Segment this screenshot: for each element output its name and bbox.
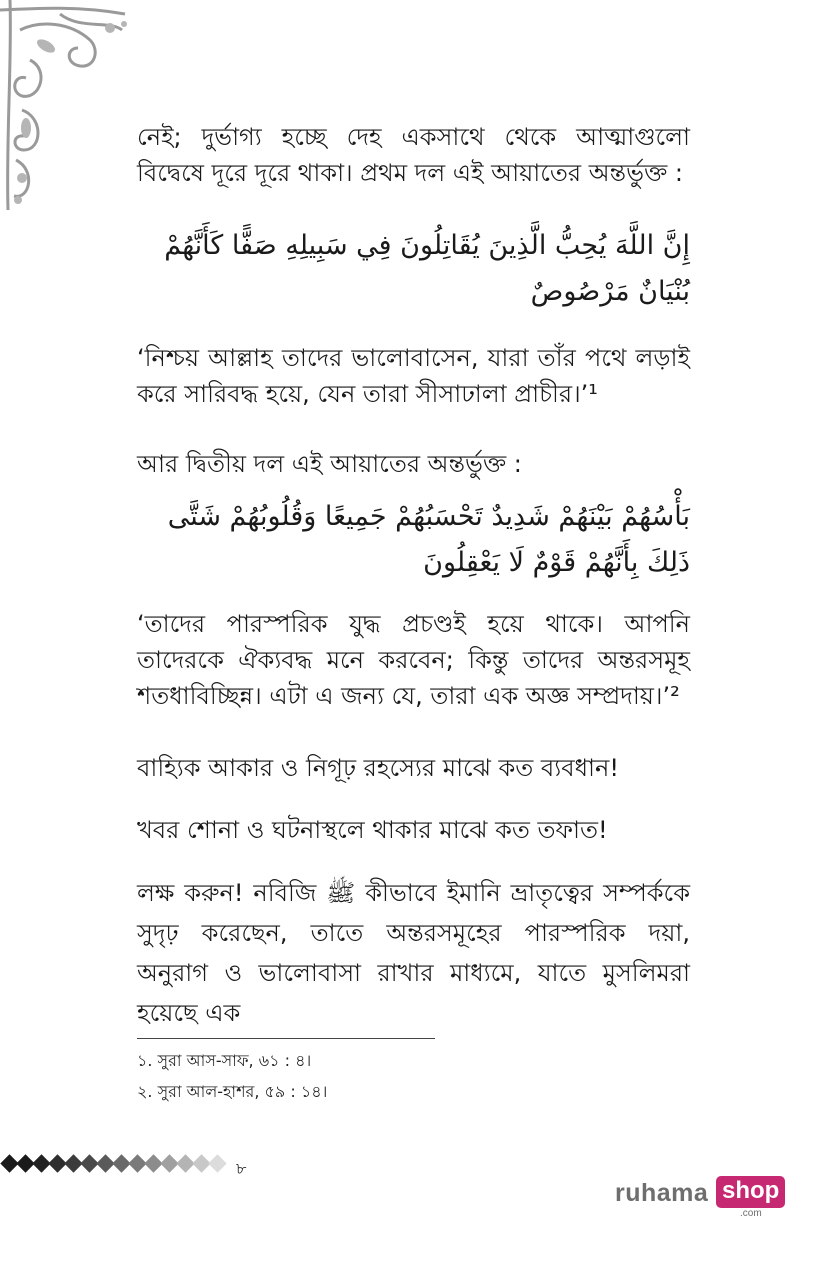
page-number: ৮ xyxy=(236,1159,247,1178)
footnote-2: ২. সুরা আল-হাশর, ৫৯ : ১৪। xyxy=(137,1082,328,1101)
logo-domain: .com xyxy=(740,1208,762,1219)
arabic-verse-2: بَأْسُهُمْ بَيْنَهُمْ شَدِيدٌ تَحْسَبُهُمْ جَمِيعًا وَقُلُوبُهُمْ شَتَّى ذَلِكَ بِأَنَّهُمْ قَوْمٌ لَا يَعْقِلُونَ xyxy=(167,501,690,578)
paragraph-2: ‘নিশ্চয় আল্লাহ তাদের ভালোবাসেন, যারা তাঁর পথে লড়াই করে সারিবদ্ধ হয়ে, যেন তারা সীসাঢালা প্রাচীর।’¹ xyxy=(137,344,690,408)
paragraph-7: লক্ষ করুন! নবিজি ﷺ কীভাবে ইমানি ভ্রাতৃত্বের সম্পর্ককে সুদৃঢ় করেছেন, তাতে অন্তরসমূহের পারস্পরিক দয়া, অনুরাগ ও ভালোবাসা রাখার মাধ্যমে, যাতে মুসলিমরা হয়েছে এক xyxy=(137,879,690,1027)
footnote-divider xyxy=(137,1038,435,1039)
paragraph-5: বাহ্যিক আকার ও নিগূঢ় রহস্যের মাঝে কত ব্যবধান! xyxy=(137,754,619,782)
diamond-ornament-row xyxy=(2,1154,225,1174)
paragraph-4: ‘তাদের পারস্পরিক যুদ্ধ প্রচণ্ডই হয়ে থাকে। আপনি তাদেরকে ঐক্যবদ্ধ মনে করবেন; কিন্তু তাদের অন্তরসমূহ শতধাবিচ্ছিন্ন। এটা এ জন্য যে, তারা এক অজ্ঞ সম্প্রদায়।’² xyxy=(137,610,690,710)
diamond-icon xyxy=(208,1154,226,1172)
paragraph-1: নেই; দুর্ভাগ্য হচ্ছে দেহ একসাথে থেকে আত্মাগুলো বিদ্বেষে দূরে দূরে থাকা। প্রথম দল এই আয়াতের অন্তর্ভুক্ত : xyxy=(137,123,690,187)
paragraph-3: আর দ্বিতীয় দল এই আয়াতের অন্তর্ভুক্ত : xyxy=(137,450,522,478)
footnote-1: ১. সুরা আস-সাফ, ৬১ : ৪। xyxy=(137,1051,312,1070)
arabic-verse-1: إِنَّ اللَّهَ يُحِبُّ الَّذِينَ يُقَاتِلُونَ فِي سَبِيلِهِ صَفًّا كَأَنَّهُمْ بُنْيَانٌ مَرْصُوصٌ xyxy=(164,230,690,307)
logo-badge: shop xyxy=(716,1176,785,1208)
corner-ornament-icon xyxy=(0,0,135,215)
logo-word: ruhama xyxy=(615,1179,709,1207)
paragraph-6: খবর শোনা ও ঘটনাস্থলে থাকার মাঝে কত তফাত! xyxy=(137,816,608,844)
